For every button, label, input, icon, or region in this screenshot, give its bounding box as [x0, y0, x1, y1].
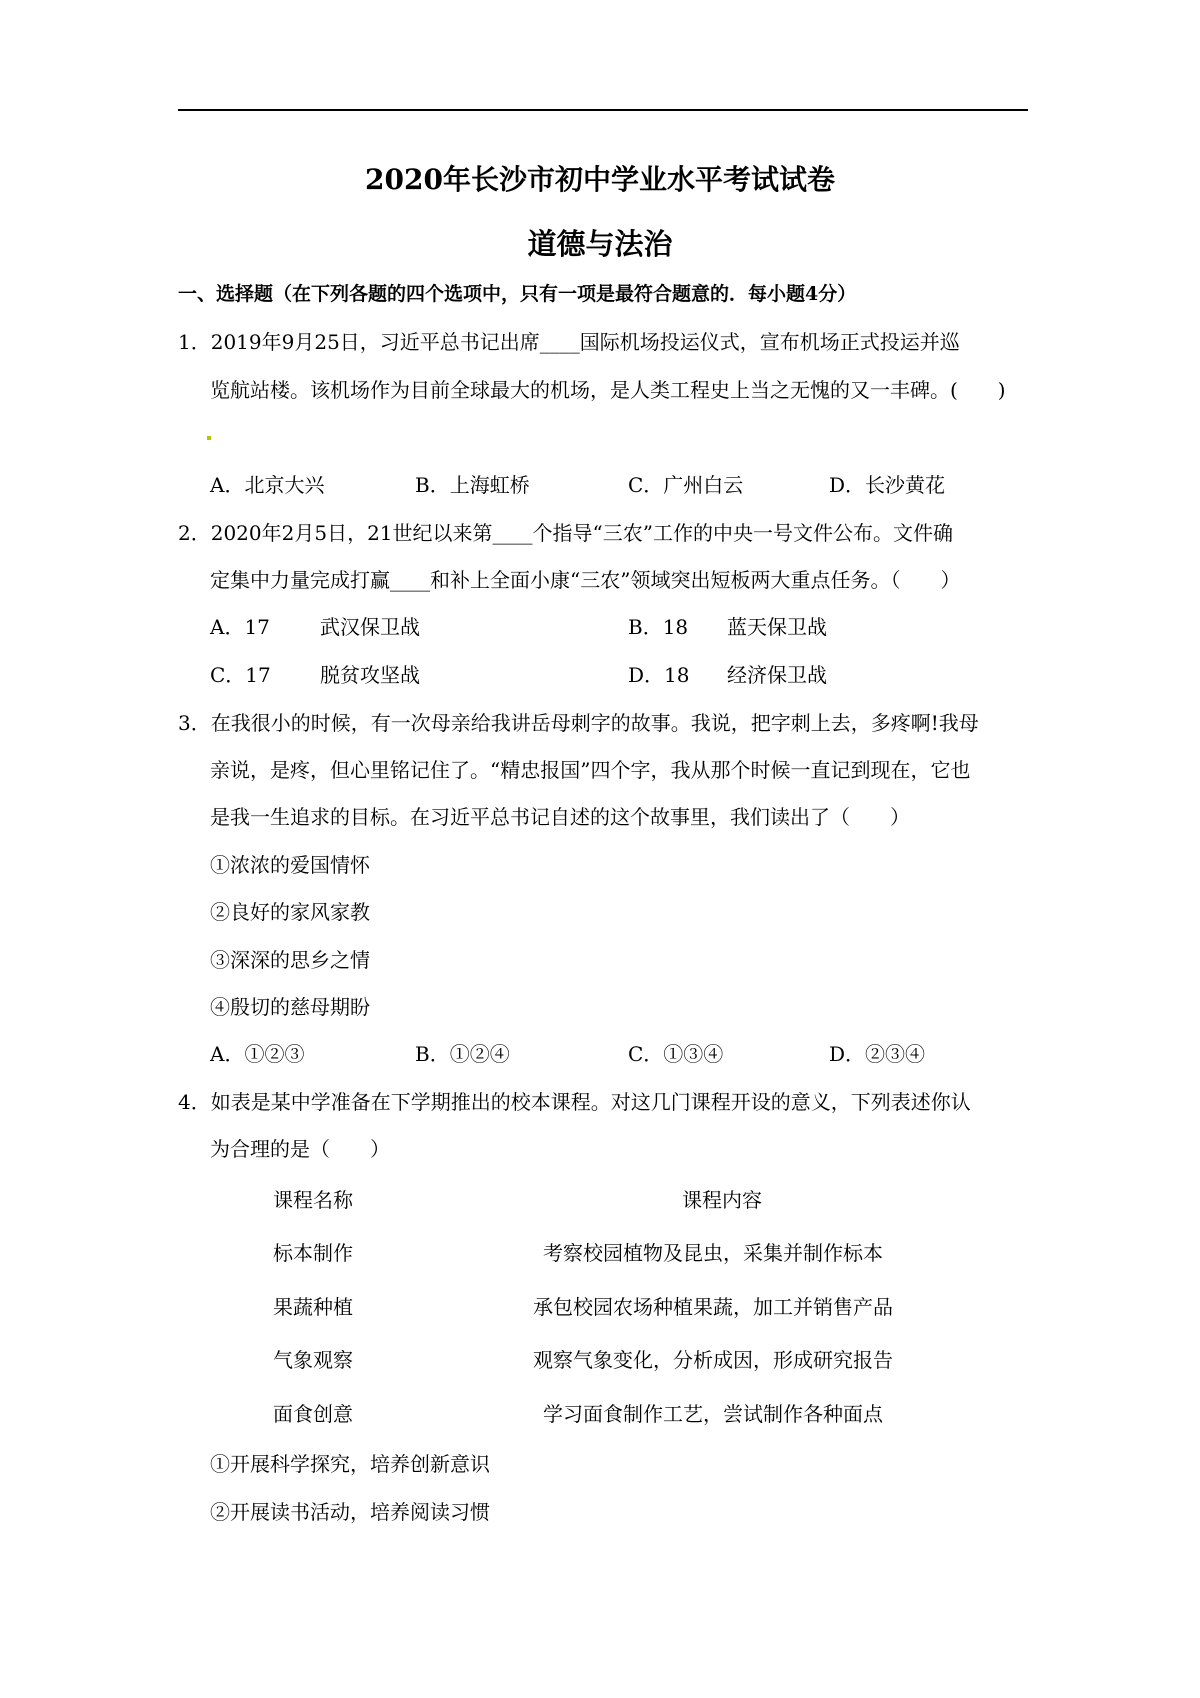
q3-option-b: B．①②④	[415, 1042, 510, 1066]
header-rule	[178, 109, 1028, 111]
course-table-cell: 气象观察	[273, 1348, 353, 1372]
q2-option-a-letter: A．17	[210, 615, 270, 639]
course-table-header-name: 课程名称	[273, 1188, 353, 1212]
q3-item-2: ②良好的家风家教	[210, 900, 370, 924]
q3-line2: 亲说，是疼，但心里铭记住了。“精忠报国”四个字，我从那个时候一直记到现在，它也	[210, 758, 971, 782]
course-table-cell: 观察气象变化，分析成因，形成研究报告	[533, 1348, 893, 1372]
course-table-cell: 果蔬种植	[273, 1295, 353, 1319]
q4-line2: 为合理的是（ ）	[210, 1137, 390, 1161]
q2-option-c-text: 脱贫攻坚战	[320, 663, 420, 687]
q4-item-2: ②开展读书活动，培养阅读习惯	[210, 1500, 490, 1524]
subject-title: 道德与法治	[527, 227, 673, 261]
q2-option-d-text: 经济保卫战	[727, 663, 827, 687]
q3-option-d: D．②③④	[829, 1042, 926, 1066]
course-table-cell: 承包校园农场种植果蔬，加工并销售产品	[533, 1295, 893, 1319]
q4-item-1: ①开展科学探究，培养创新意识	[210, 1452, 490, 1476]
exam-title: 2020年长沙市初中学业水平考试试卷	[365, 163, 835, 196]
q1-option-a: A．北京大兴	[210, 473, 325, 497]
q2-option-b-letter: B．18	[628, 615, 689, 639]
q1-line2: 览航站楼。该机场作为目前全球最大的机场，是人类工程史上当之无愧的又一丰碑。( )	[210, 378, 1006, 402]
q2-option-b-text: 蓝天保卫战	[727, 615, 827, 639]
course-table-header-content: 课程内容	[682, 1188, 762, 1212]
q4-line1: 4．如表是某中学准备在下学期推出的校本课程。对这几门课程开设的意义，下列表述你认	[178, 1090, 971, 1114]
q1-option-d: D．长沙黄花	[829, 473, 946, 497]
q3-item-1: ①浓浓的爱国情怀	[210, 853, 370, 877]
q2-line2: 定集中力量完成打赢____和补上全面小康“三农”领域突出短板两大重点任务。（ ）	[210, 568, 961, 592]
q1-option-b: B．上海虹桥	[415, 473, 530, 497]
q1-line1: 1．2019年9月25日，习近平总书记出席____国际机场投运仪式，宣布机场正式投运并巡	[178, 330, 960, 354]
q2-option-d-letter: D．18	[628, 663, 690, 687]
course-table-cell: 学习面食制作工艺，尝试制作各种面点	[543, 1402, 883, 1426]
stray-mark	[207, 436, 211, 440]
q3-item-3: ③深深的思乡之情	[210, 948, 370, 972]
q2-option-a-text: 武汉保卫战	[320, 615, 420, 639]
q3-line1: 3．在我很小的时候，有一次母亲给我讲岳母刺字的故事。我说，把字刺上去，多疼啊!我母	[178, 711, 979, 735]
q3-item-4: ④殷切的慈母期盼	[210, 995, 370, 1019]
section-heading: 一、选择题（在下列各题的四个选项中，只有一项是最符合题意的．每小题4分）	[178, 283, 857, 305]
q2-option-c-letter: C．17	[210, 663, 271, 687]
q3-line3: 是我一生追求的目标。在习近平总书记自述的这个故事里，我们读出了（ ）	[210, 805, 910, 829]
course-table-cell: 面食创意	[273, 1402, 353, 1426]
q2-line1: 2．2020年2月5日，21世纪以来第____个指导“三农”工作的中央一号文件公布。文件确	[178, 521, 953, 545]
course-table-cell: 考察校园植物及昆虫，采集并制作标本	[543, 1241, 883, 1265]
q1-option-c: C．广州白云	[628, 473, 744, 497]
q3-option-c: C．①③④	[628, 1042, 724, 1066]
course-table-cell: 标本制作	[273, 1241, 353, 1265]
q3-option-a: A．①②③	[210, 1042, 305, 1066]
